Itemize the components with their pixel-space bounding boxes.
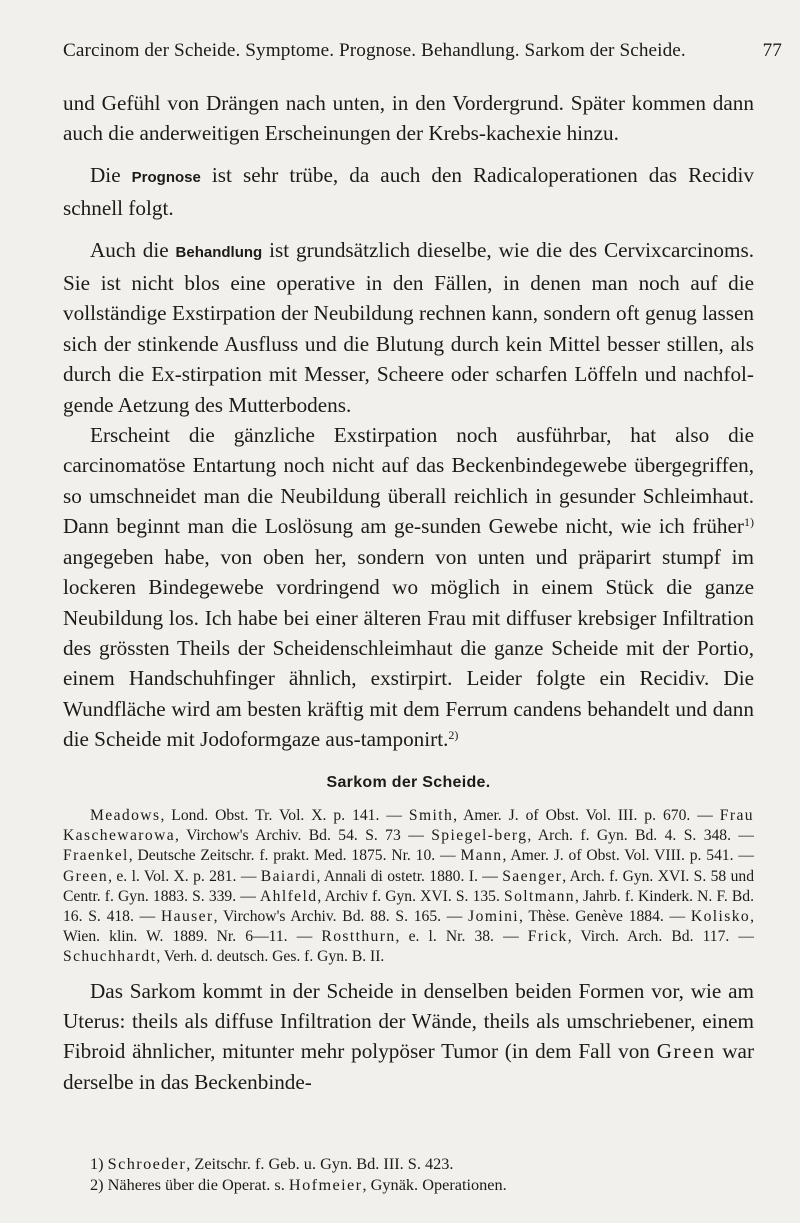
author-green: Green	[656, 1039, 716, 1064]
running-header	[63, 40, 782, 62]
keyword-behandlung: Behandlung	[175, 243, 263, 261]
paragraph-1: und Gefühl von Drängen nach unten, in den Vordergrund. Später kommen dann auch die anderweitigen Erscheinungen der Krebs-kachexie hinzu.	[63, 91, 754, 146]
section-heading: Sarkom der Scheide.	[326, 773, 491, 791]
page-number: 77	[762, 40, 782, 61]
main-text	[63, 88, 754, 1097]
paragraph-behandlung: Auch die Behandlung ist grundsätzlich dieselbe, wie die des Cervixcarcinoms. Sie ist nicht blos eine operative in den Fällen, in denen man noch auf die vollständige Exstirpation der Neubildung rechnen kann, sondern oft genug lassen sich der stinkende Ausfluss und die Blutung durch kein Mittel besser stillen, als durch die Ex-stirpation mit Messer, Scheere oder scharfen Löffeln und nachfol-gende Aetzung des Mutterbodens.	[63, 237, 755, 417]
header-title: Carcinom der Scheide. Symptome. Prognose. Behandlung. Sarkom der Scheide.	[63, 40, 686, 61]
paragraph-prognose: Die Prognose ist sehr trübe, da auch den Radicaloperationen das Recidiv schnell folgt.	[63, 162, 754, 221]
literature-references: Meadows, Lond. Obst. Tr. Vol. X. p. 141. — Smith, Amer. J. of Obst. Vol. III. p. 670. — Frau Kaschewarowa, Virchow's Archiv. Bd. 54. S. 73 — Spiegel-berg, Arch. f. Gyn. Bd. 4. S. 348. — Fraenkel, Deutsche Zeitschr. f. prakt. Med. 1875. Nr. 10. — Mann, Amer. J. of Obst. Vol. VIII. p. 541. — Green, e. l. Vol. X. p. 281. — Baiardi, Annali di ostetr. 1880. I. — Saenger, Arch. f. Gyn. XVI. S. 58 und Centr. f. Gyn. 1883. S. 339. — Ahlfeld, Archiv f. Gyn. XVI. S. 135. Soltmann, Jahrb. f. Kinderk. N. F. Bd. 16. S. 418. — Hauser, Virchow's Archiv. Bd. 88. S. 165. — Jomini, Thèse. Genève 1884. — Kolisko, Wien. klin. W. 1889. Nr. 6—11. — Rostthurn, e. l. Nr. 38. — Frick, Virch. Arch. Bd. 117. — Schuchhardt, Verh. d. deutsch. Ges. f. Gyn. B. II.	[63, 806, 755, 966]
footnote-ref-2: 2)	[448, 728, 459, 743]
paragraph-sarkom: Das Sarkom kommt in der Scheide in denselben beiden Formen vor, wie am Uterus: theils als diffuse Infiltration der Wände, theils als umschriebener, einem Fibroid ähnlicher, mitunter mehr polypöser Tumor (in dem Fall von Green war derselbe in das Beckenbinde-	[63, 978, 754, 1094]
footnote-1: 1) Schroeder, Zeitschr. f. Geb. u. Gyn. Bd. III. S. 423.	[90, 1154, 454, 1173]
footnote-2: 2) Näheres über die Operat. s. Hofmeier, Gynäk. Operationen.	[90, 1175, 507, 1194]
paragraph-exstirpation: Erscheint die gänzliche Exstirpation noch ausführbar, hat also die carcinomatöse Entartung noch nicht auf das Beckenbindegewebe übergegriffen, so umschneidet man die Neubildung überall reichlich in gesunder Schleimhaut. Dann beginnt man die Loslösung am ge-sunden Gewebe nicht, wie ich früher$^{1)}$ angegeben habe, von oben her, sondern von unten und präparirt stumpf im lockeren Bindegewebe vordringend wo möglich in einem Stück die ganze Neubildung los. Ich habe bei einer älteren Frau mit diffuser krebsiger Infiltration des grössten Theils der Scheidenschleimhaut die ganze Scheide mit der Portio, einem Handschuhfinger ähnlich, exstirpirt. Leider folgte ein Recidiv. Die Wundfläche wird am besten kräftig mit dem Ferrum candens behandelt und dann die Scheide mit Jodoformgaze aus-tamponirt.$^{2)}$	[63, 423, 754, 752]
footnote-ref-1: 1)	[744, 515, 754, 530]
footnotes	[63, 1153, 754, 1195]
keyword-prognose: Prognose	[131, 168, 201, 186]
